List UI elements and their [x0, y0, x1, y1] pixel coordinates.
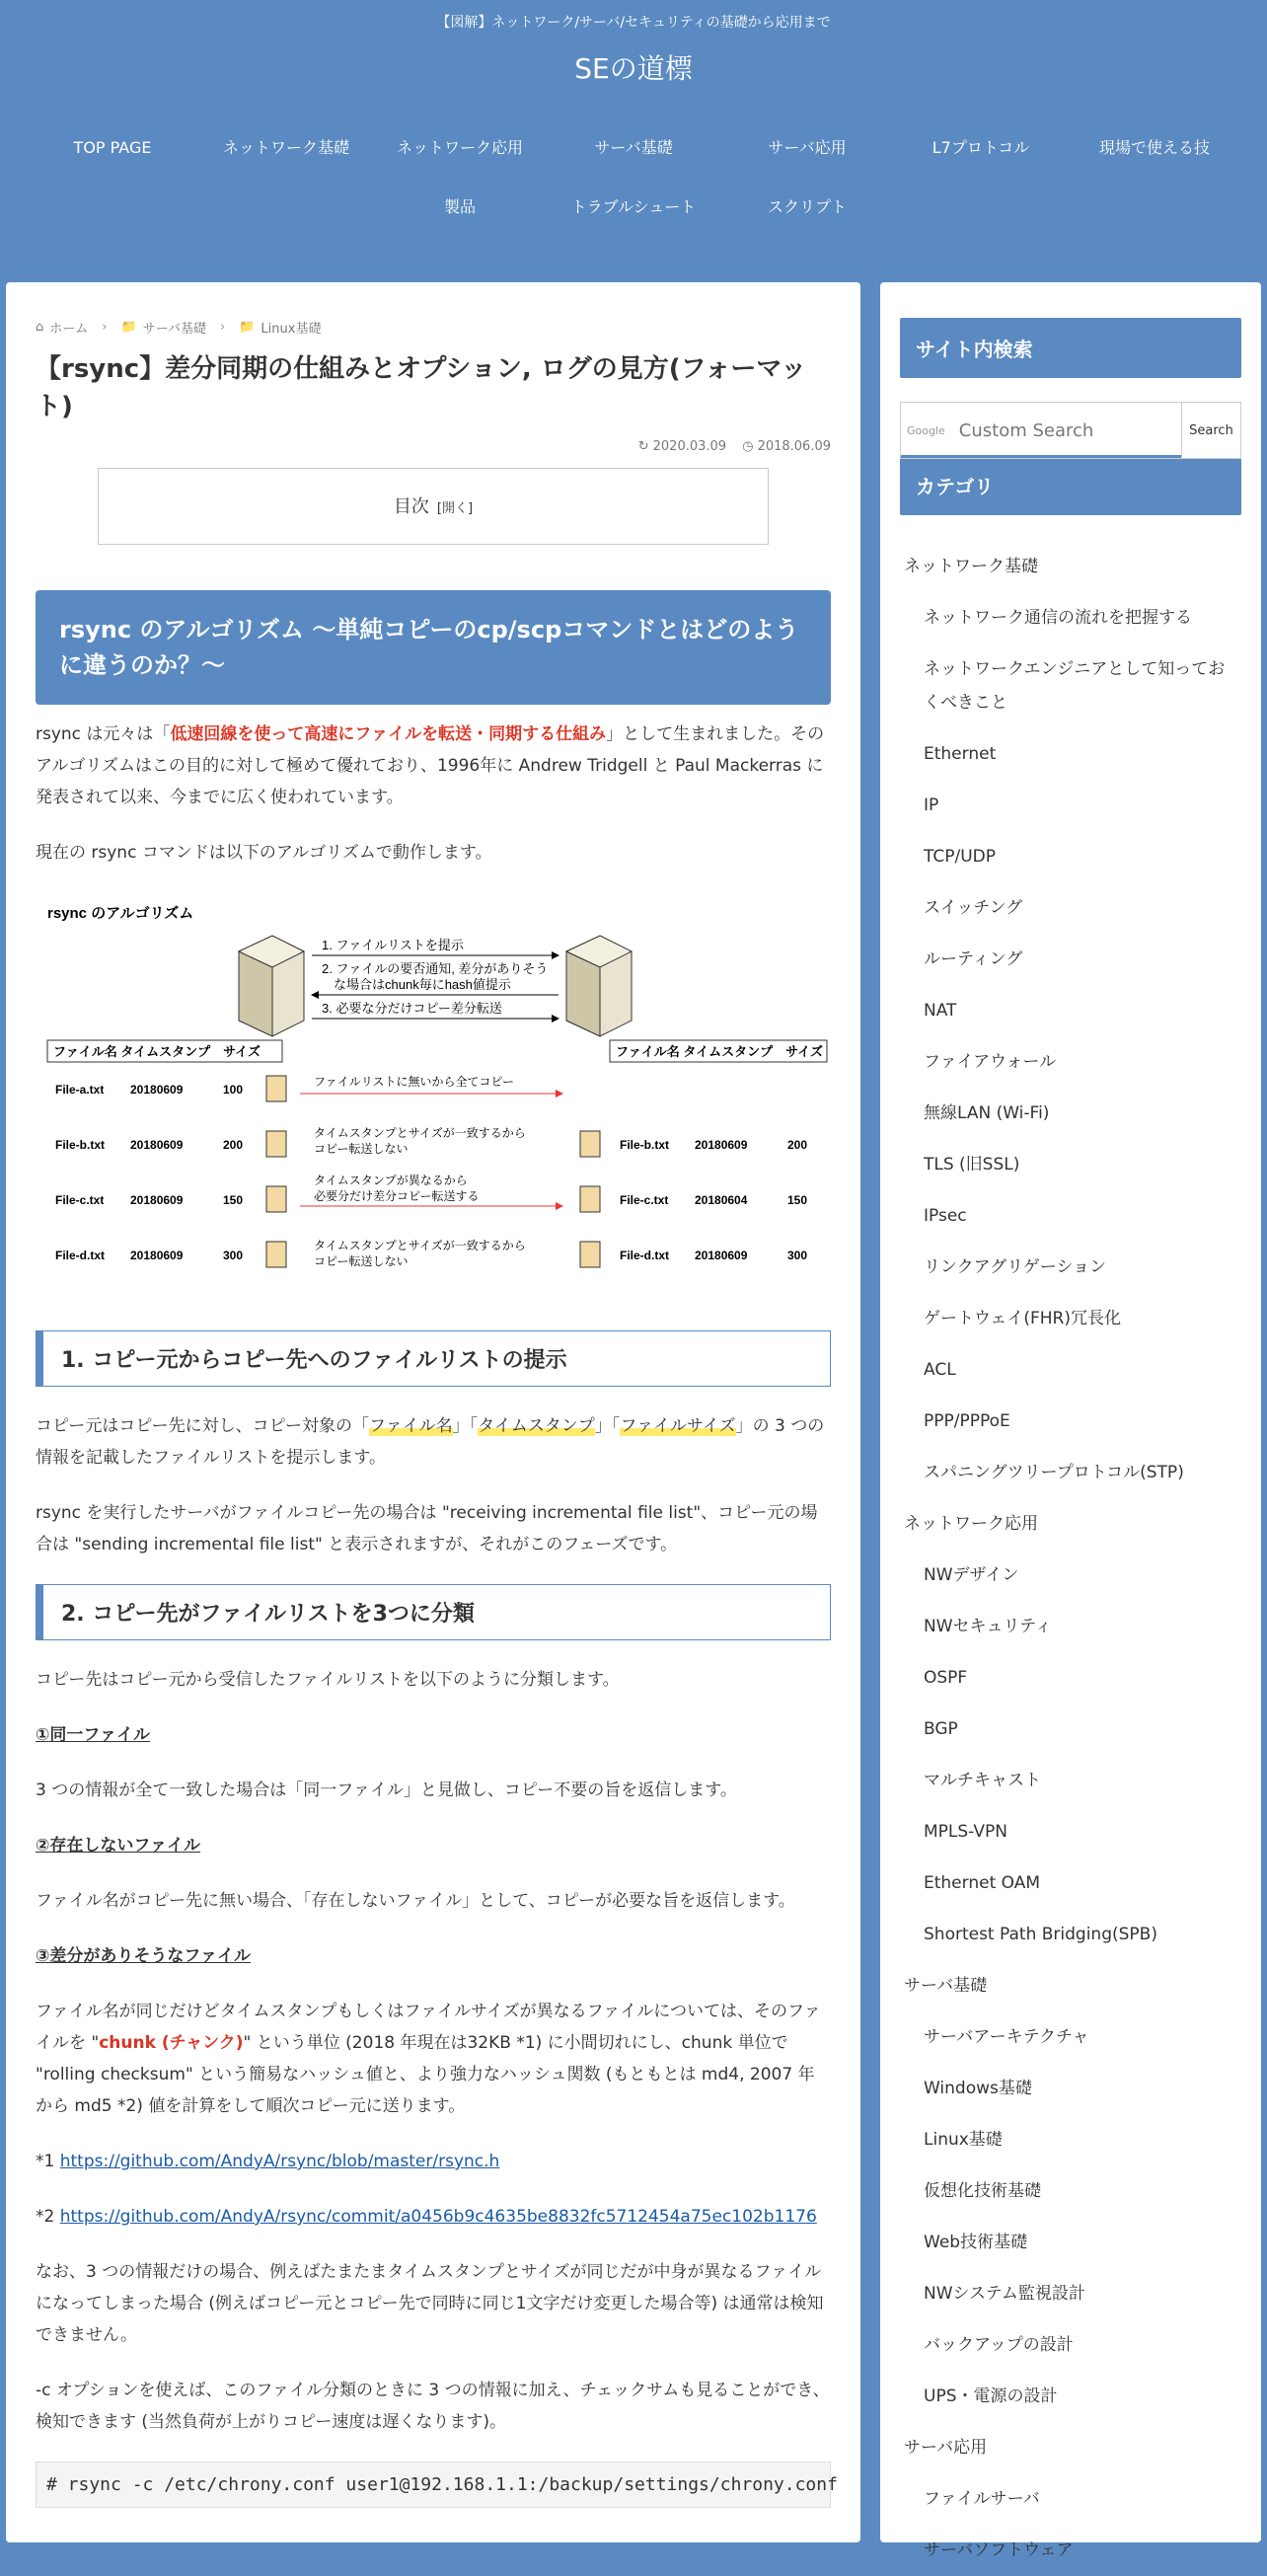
nav-item[interactable]: L7プロトコル [932, 138, 1030, 157]
google-logo: Google [907, 423, 945, 437]
diagram-text: 20180609 [130, 1083, 184, 1097]
updated-date: 2020.03.09 [652, 439, 727, 454]
category-list [900, 541, 1241, 2576]
nav-item[interactable]: トラブルシュート [570, 197, 697, 216]
paragraph: ファイル名が同じだけどタイムスタンプもしくはファイルサイズが異なるファイルについては、そのファイルを "chunk (チャンク)" という単位 (2018 年現在は32KB *1) に小間切れにし、chunk 単位で "rolling checksum" という簡易なハッシュ値と、より強力なハッシュ関数 (もともとは md4, 2007 年から md5 *2) 値を計算をして順次コピー元に送ります。 [36, 2002, 821, 2116]
category-item[interactable]: Linux基礎 [924, 2130, 1003, 2150]
file-icon [266, 1076, 286, 1101]
diagram-text: ファイルリストに無いから全てコピー [314, 1075, 515, 1089]
nav-item[interactable]: スクリプト [767, 197, 847, 216]
category-item[interactable]: ネットワーク基礎 [904, 557, 1038, 576]
diagram-text: 20180609 [130, 1138, 184, 1152]
category-item[interactable]: サーバアーキテクチャ [924, 2027, 1089, 2047]
diagram-text: 必要分だけ差分コピー転送する [314, 1189, 480, 1203]
footnote-link[interactable]: https://github.com/AndyA/rsync/commit/a0456b9c4635be8832fc5712454a75ec102b1176 [59, 2207, 817, 2227]
paragraph: コピー先はコピー元から受信したファイルリストを以下のように分類します。 [36, 1670, 620, 1690]
diagram-text: File-c.txt [55, 1193, 105, 1207]
category-item[interactable]: Ethernet [924, 744, 997, 764]
right-table-header: ファイル名 タイムスタンプ サイズ [616, 1044, 824, 1059]
diagram-text: File-c.txt [620, 1193, 669, 1207]
home-icon: ⌂ [36, 320, 44, 335]
paragraph: 現在の rsync コマンドは以下のアルゴリズムで動作します。 [36, 843, 492, 863]
category-item[interactable]: ファイアウォール [924, 1052, 1057, 1072]
diagram-text: 20180609 [130, 1193, 184, 1207]
category-item[interactable]: TCP/UDP [924, 847, 997, 867]
nav-item[interactable]: 現場で使える技 [1098, 138, 1210, 157]
file-icon [580, 1242, 600, 1267]
diagram-text: File-b.txt [620, 1138, 669, 1152]
site-header [0, 0, 1267, 237]
published-date: 2018.06.09 [757, 439, 831, 454]
breadcrumb [36, 318, 831, 337]
diagram-text: 300 [223, 1249, 244, 1262]
folder-icon: 📁 [239, 320, 256, 335]
category-item[interactable]: NAT [924, 1001, 957, 1021]
chevron-right-icon: › [220, 320, 226, 335]
diagram-text: コピー転送しない [314, 1142, 409, 1156]
category-item[interactable]: サーバソフトウェア [924, 2540, 1074, 2560]
diagram-text: 150 [223, 1193, 244, 1207]
category-item[interactable]: サーバ応用 [904, 2438, 988, 2458]
main-article [6, 282, 860, 2542]
category-item[interactable]: マルチキャスト [924, 1771, 1041, 1790]
category-item[interactable]: TLS (旧SSL) [924, 1155, 1020, 1174]
subsection-heading: 2. コピー先がファイルリストを3つに分類 [36, 1584, 831, 1640]
sub-label: ②存在しないファイル [36, 1836, 201, 1856]
category-item[interactable]: サーバ基礎 [904, 1976, 988, 1996]
paragraph: -c オプションを使えば、このファイル分類のときに 3 つの情報に加え、チェックサムも見ることができ、検知できます (当然負荷が上がりコピー速度は遅くなります)。 [36, 2381, 830, 2432]
category-item[interactable]: スイッチング [924, 898, 1023, 918]
breadcrumb-cat2[interactable]: Linux基礎 [261, 322, 322, 337]
diagram-text: File-a.txt [55, 1083, 105, 1097]
chevron-right-icon: › [102, 320, 108, 335]
clock-icon: ◷ [742, 439, 754, 454]
nav-item[interactable]: ネットワーク基礎 [222, 138, 349, 157]
category-item[interactable]: バックアップの設計 [924, 2335, 1074, 2355]
category-item[interactable]: ファイルサーバ [924, 2489, 1040, 2509]
category-heading: カテゴリ [900, 455, 1241, 515]
toc-toggle[interactable]: [開く] [436, 501, 474, 516]
search-input[interactable]: Google Custom Search [900, 402, 1182, 459]
paragraph: コピー元はコピー先に対し、コピー対象の「ファイル名」「タイムスタンプ」「ファイルサイズ」の 3 つの情報を記載したファイルリストを提示します。 [36, 1416, 825, 1468]
category-item[interactable]: ルーティング [924, 949, 1023, 969]
nav-item[interactable]: 製品 [443, 197, 476, 216]
diagram-text: タイムスタンプが異なるから [314, 1174, 468, 1187]
step-2b: な場合はchunk毎にhash値提示 [334, 977, 511, 992]
footnote-link[interactable]: https://github.com/AndyA/rsync/blob/master/rsync.h [59, 2152, 500, 2171]
category-item[interactable]: Shortest Path Bridging(SPB) [924, 1925, 1157, 1944]
diagram-text: File-d.txt [620, 1249, 669, 1262]
left-table-header: ファイル名 タイムスタンプ サイズ [53, 1044, 261, 1059]
diagram-text: File-d.txt [55, 1249, 105, 1262]
category-item[interactable]: IP [924, 796, 939, 815]
category-item[interactable]: リンクアグリゲーション [924, 1257, 1107, 1277]
category-item[interactable]: ネットワーク通信の流れを把握する [924, 608, 1192, 628]
category-item[interactable]: IPsec [924, 1206, 967, 1226]
folder-icon: 📁 [120, 320, 137, 335]
step-1: 1. ファイルリストを提示 [322, 938, 464, 952]
diagram-text: タイムスタンプとサイズが一致するから [314, 1239, 526, 1252]
category-item[interactable]: NWシステム監視設計 [924, 2284, 1085, 2304]
site-title[interactable]: SEの道標 [574, 52, 693, 85]
footnote: *1 https://github.com/AndyA/rsync/blob/master/rsync.h [36, 2152, 500, 2171]
category-item[interactable]: PPP/PPPoE [924, 1411, 1010, 1431]
server-icon [239, 936, 304, 1036]
table-of-contents[interactable] [98, 468, 769, 545]
category-item[interactable]: スパニングツリープロトコル(STP) [924, 1463, 1184, 1482]
rsync-algorithm-diagram [36, 892, 831, 1291]
breadcrumb-home[interactable]: ホーム [49, 322, 89, 337]
diagram-title: rsync のアルゴリズム [47, 905, 194, 922]
category-item[interactable]: ネットワークエンジニアとして知っておくべきこと [924, 659, 1226, 713]
category-item[interactable]: Web技術基礎 [924, 2233, 1028, 2252]
sub-label: ①同一ファイル [36, 1725, 151, 1745]
diagram-text: 20180609 [130, 1249, 184, 1262]
diagram-text: 20180609 [695, 1249, 748, 1262]
diagram-text: File-b.txt [55, 1138, 105, 1152]
category-item[interactable]: ネットワーク応用 [904, 1514, 1038, 1534]
paragraph: なお、3 つの情報だけの場合、例えばたまたまタイムスタンプとサイズが同じだが中身が異なるファイルになってしまった場合 (例えばコピー元とコピー先で同時に同じ1文字だけ変更した場合等) は通常は検知できません。 [36, 2262, 824, 2345]
category-item[interactable]: Ethernet OAM [924, 1873, 1041, 1893]
footnote: *2 https://github.com/AndyA/rsync/commit/a0456b9c4635be8832fc5712454a75ec102b1176 [36, 2207, 817, 2227]
category-item[interactable]: MPLS-VPN [924, 1822, 1007, 1842]
diagram-text: 300 [787, 1249, 808, 1262]
diagram-text: 20180604 [695, 1193, 748, 1207]
paragraph: rsync を実行したサーバがファイルコピー先の場合は "receiving incremental file list"、コピー元の場合は "sending incremental file list" と表示されますが、それがこのフェーズです。 [36, 1503, 818, 1554]
category-item[interactable]: ゲートウェイ(FHR)冗長化 [924, 1309, 1121, 1328]
diagram-text: 200 [223, 1138, 244, 1152]
toc-label: 目次 [393, 496, 429, 517]
paragraph: ファイル名がコピー先に無い場合、「存在しないファイル」として、コピーが必要な旨を返信します。 [36, 1891, 795, 1911]
nav-item[interactable]: TOP PAGE [73, 138, 152, 157]
category-item[interactable]: ACL [924, 1360, 956, 1380]
diagram-text: 20180609 [695, 1138, 748, 1152]
category-item[interactable]: BGP [924, 1719, 958, 1739]
file-icon [580, 1131, 600, 1157]
step-3: 3. 必要な分だけコピー差分転送 [322, 1001, 502, 1016]
file-icon [580, 1186, 600, 1212]
diagram-text: 150 [787, 1193, 808, 1207]
post-dates [36, 439, 831, 454]
diagram-text: コピー転送しない [314, 1254, 409, 1268]
step-2a: 2. ファイルの要否通知, 差分がありそう [322, 961, 549, 976]
section-heading: rsync のアルゴリズム ～単純コピーのcp/scpコマンドとはどのように違うのか？～ [36, 590, 831, 705]
updated-icon: ↻ [637, 439, 649, 454]
server-icon [566, 936, 632, 1036]
nav-item[interactable]: ネットワーク応用 [396, 138, 523, 157]
category-item[interactable]: 仮想化技術基礎 [924, 2181, 1041, 2201]
paragraph: 3 つの情報が全て一致した場合は「同一ファイル」と見做し、コピー不要の旨を返信します。 [36, 1780, 737, 1800]
code-block[interactable]: # rsync -c /etc/chrony.conf user1@192.168.1.1:/backup/settings/chrony.conf [36, 2462, 831, 2508]
subsection-heading: 1. コピー元からコピー先へのファイルリストの提示 [36, 1330, 831, 1387]
file-icon [266, 1186, 286, 1212]
diagram-text: 200 [787, 1138, 808, 1152]
paragraph: rsync は元々は「低速回線を使って高速にファイルを転送・同期する仕組み」として生まれました。そのアルゴリズムはこの目的に対して極めて優れており、1996年に Andrew Tridgell と Paul Mackerras に発表されて以来、今までに広く使われています。 [36, 724, 825, 807]
search-button[interactable]: Search [1182, 402, 1241, 459]
category-item[interactable]: UPS・電源の設計 [924, 2387, 1058, 2406]
category-item[interactable]: OSPF [924, 1668, 968, 1688]
page-title: 【rsync】差分同期の仕組みとオプション, ログの見方(フォーマット) [36, 354, 807, 421]
file-icon [266, 1242, 286, 1267]
diagram-text: タイムスタンプとサイズが一致するから [314, 1126, 526, 1140]
tagline: 【図解】ネットワーク/サーバ/セキュリティの基礎から応用まで [436, 15, 831, 31]
category-item[interactable]: NWセキュリティ [924, 1617, 1052, 1636]
breadcrumb-cat1[interactable]: サーバ基礎 [142, 322, 207, 337]
category-item[interactable]: 無線LAN (Wi-Fi) [924, 1103, 1050, 1123]
diagram-text: 100 [223, 1083, 244, 1097]
global-nav [26, 118, 1241, 237]
sidebar [880, 282, 1261, 2560]
search-form [900, 402, 1241, 459]
sub-label: ③差分がありそうなファイル [36, 1946, 252, 1966]
file-icon [266, 1131, 286, 1157]
nav-item[interactable]: サーバ応用 [768, 138, 847, 157]
category-item[interactable]: Windows基礎 [924, 2079, 1032, 2098]
search-heading: サイト内検索 [900, 318, 1241, 378]
nav-item[interactable]: サーバ基礎 [594, 138, 673, 157]
category-item[interactable]: NWデザイン [924, 1565, 1019, 1585]
